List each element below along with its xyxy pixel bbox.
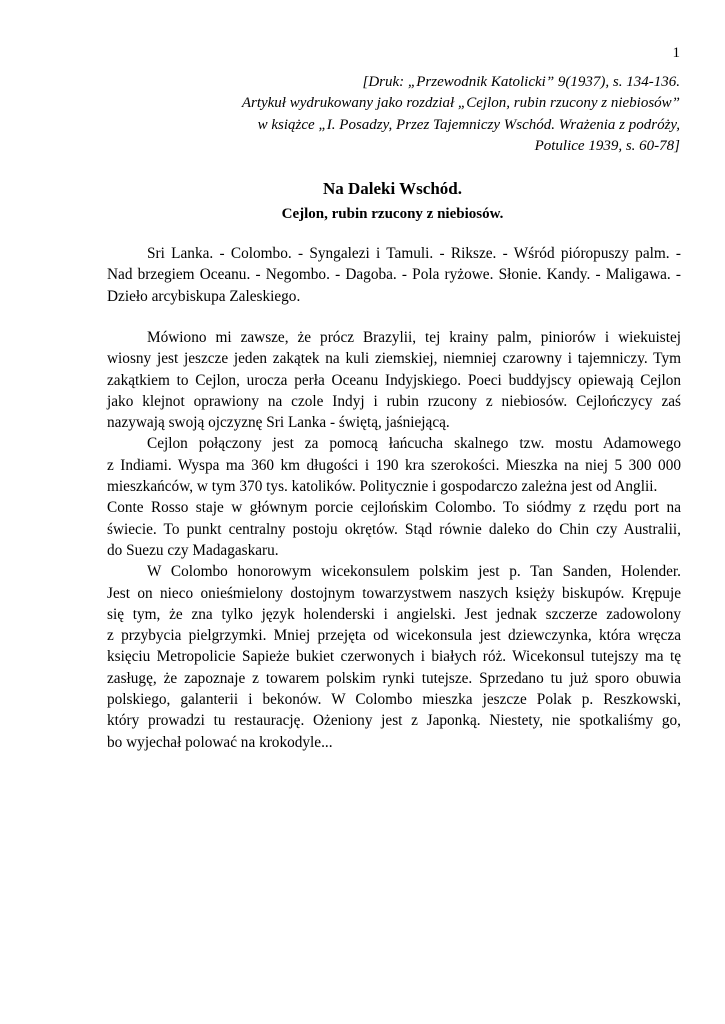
page-number: 1 — [672, 45, 680, 61]
article-body — [107, 327, 681, 753]
body-line: nazywają swoją ojczyznę Sri Lanka - świętą, jaśniejącą. — [107, 414, 450, 432]
body-line: z Indiami. Wyspa ma 360 km długości i 190 kra szerokości. Mieszka na niej 5 300 000 — [107, 456, 681, 474]
summary-line: Nad brzegiem Oceanu. - Negombo. - Dagoba. - Pola ryżowe. Słonie. Kandy. - Maligawa. - — [107, 266, 681, 284]
body-line: jako klejnot oprawiony na czole Indyj i rubin rzucony z niebiosów. Cejlończycy zaś — [107, 392, 681, 410]
body-line: zasługę, że zapoznaje z towarem polskim rynki tutejsze. Sprzedano tu już sporo obuwia — [107, 669, 681, 687]
body-line: Mówiono mi zawsze, że prócz Brazylii, tej krainy palm, piniorów i wiekuistej — [147, 329, 681, 346]
body-line: polskiego, galanterii i bekonów. W Colombo mieszka jeszcze Polak p. Reszkowski, — [107, 691, 681, 709]
body-line: W Colombo honorowym wicekonsulem polskim jest p. Tan Sanden, Holender. — [147, 563, 681, 581]
article-subtitle: Cejlon, rubin rzucony z niebiosów. — [281, 206, 504, 222]
source-note-line: Potulice 1939, s. 60-78] — [534, 137, 680, 154]
body-line: wiosny jest jeszcze jeden zakątek na kuli ziemskiej, niemniej czarowny i tajemniczy. Tym — [107, 350, 681, 368]
summary-line: Sri Lanka. - Colombo. - Syngalezi i Tamuli. - Riksze. - Wśród pióropuszy palm. - — [147, 245, 681, 262]
body-line: się tym, że zna tylko język holenderski i angielski. Jest jednak szczerze zadowolony — [107, 605, 681, 623]
body-line: bo wyjechał polować na krokodyle... — [107, 733, 333, 751]
article-title: Na Daleki Wschód. — [322, 179, 462, 198]
body-line: świecie. To punkt centralny postoju okrętów. Stąd równie daleko do Chin czy Australii, — [107, 520, 681, 538]
body-line: z przybycia pielgrzymki. Mniej przejęta od wicekonsula jest dziewczynka, która wręcza — [107, 627, 681, 645]
body-line: mieszkańców, w tym 370 tys. katolików. Politycznie i gospodarczo zależna jest od Anglii. — [107, 478, 658, 496]
chapter-summary — [107, 243, 681, 307]
source-note-line: [Druk: „Przewodnik Katolicki” 9(1937), s. 134-136. — [362, 74, 680, 90]
body-line: zakątkiem to Cejlon, urocza perła Oceanu Indyjskiego. Poeci buddyjscy opiewają Cejlon — [107, 371, 681, 389]
body-line: Conte Rosso staje w głównym porcie cejlońskim Colombo. To siódmy z rzędu port na — [107, 499, 681, 517]
source-note — [180, 72, 680, 157]
body-line: Jest on nieco onieśmielony dostojnym towarzystwem naszych księży biskupów. Krępuje — [107, 584, 681, 602]
summary-line: Dzieło arcybiskupa Zaleskiego. — [107, 287, 301, 305]
source-note-line: Artykuł wydrukowany jako rozdział „Cejlon, rubin rzucony z niebiosów” — [241, 95, 680, 112]
body-line: do Suezu czy Madagaskaru. — [107, 541, 279, 559]
body-line: Cejlon połączony jest za pomocą łańcucha skalnego tzw. mostu Adamowego — [147, 435, 681, 453]
body-line: księciu Metropolicie Sapieże bukiet czerwonych i białych róż. Wicekonsul tutejszy ma tę — [107, 648, 681, 666]
source-note-line: w książce „I. Posadzy, Przez Tajemniczy Wschód. Wrażenia z podróży, — [257, 116, 680, 133]
body-line: który prowadzi tu restaurację. Ożeniony jest z Japonką. Niestety, nie spotkaliśmy go, — [107, 712, 681, 730]
